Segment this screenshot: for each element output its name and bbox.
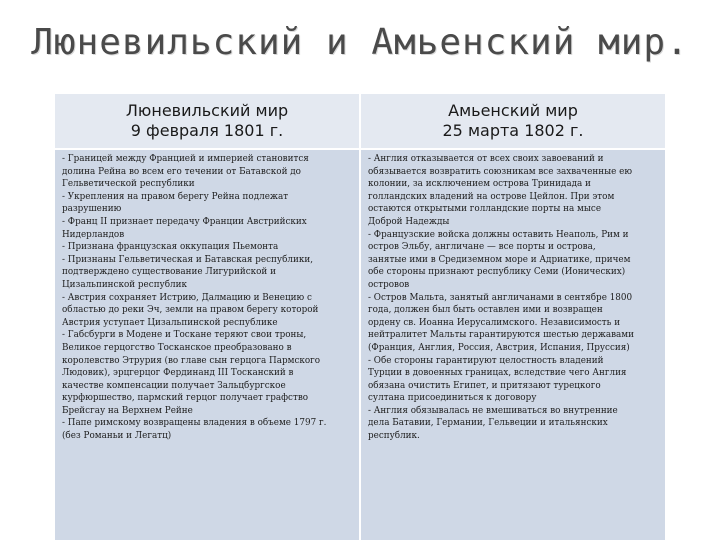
text-line: - Англия обязывалась не вмешиваться во внутренние (368, 405, 618, 416)
text-line: Турции в довоенных границах, вследствие чего Англия (368, 368, 627, 379)
text-line: голландских владений на острове Цейлон. При этом (368, 191, 615, 202)
text-line: королевство Этрурия (во главе сын герцога Пармского (62, 355, 321, 366)
text-line: - Укрепления на правом берегу Рейна подлежат (62, 191, 289, 202)
text-line: обе стороны признают республику Семи (Ионических) (368, 267, 626, 278)
text-line: Гельветической республики (62, 179, 195, 190)
text-line: Людовик), эрцгерцог Фердинанд III Тосканский в (62, 368, 294, 379)
text-line: - Обе стороны гарантируют целостность владений (368, 355, 604, 366)
text-line: - Французские войска должны оставить Неаполь, Рим и (368, 229, 629, 240)
text-line: нейтралитет Мальты гарантируются шестью державами (368, 330, 634, 341)
table-body-row (55, 150, 665, 540)
comparison-table (55, 92, 665, 540)
text-line: Доброй Надежды (368, 216, 450, 227)
text-line: Нидерландов (62, 229, 125, 240)
header-luneville-title: Люневильский мир (125, 101, 289, 120)
text-line: - Границей между Францией и империей становится (62, 154, 309, 164)
cell-luneville-terms (55, 150, 359, 540)
text-line: - Австрия сохраняет Истрию, Далмацию и Венецию с (62, 292, 312, 303)
text-line: - Папе римскому возвращены владения в объеме 1797 г. (62, 418, 327, 429)
text-line: занятые ими в Средиземном море и Адриатике, причем (368, 254, 631, 265)
text-line: обязана очистить Египет, и притязают турецкого (368, 380, 601, 391)
text-line: островов (368, 279, 410, 290)
table-header-row (55, 94, 665, 148)
header-luneville (55, 94, 359, 148)
page-title: Люневильский и Амьенский мир. (31, 22, 689, 63)
text-line: ордену св. Иоанна Иерусалимского. Независимость и (368, 317, 621, 328)
text-line: областью до реки Эч, земли на правом берегу которой (62, 305, 319, 316)
text-line: - Остров Мальта, занятый англичанами в сентябре 1800 (368, 292, 633, 303)
text-line: Цизальпинской республик (62, 279, 187, 290)
text-line: Брейсгау на Верхнем Рейне (62, 405, 193, 416)
text-line: подтверждено существование Лигурийской и (62, 267, 276, 278)
text-line: обязывается возвратить союзникам все захваченные ею (368, 166, 633, 177)
text-line: остров Эльбу, англичане — все порты и острова, (368, 242, 596, 253)
text-line: курфюршество, пармский герцог получает графство (62, 393, 309, 404)
text-line: Австрия уступает Цизальпинской республике (62, 317, 278, 328)
text-line: качестве компенсации получает Зальцбургское (62, 380, 286, 391)
text-line: долина Рейна во всем его течении от Батавской до (62, 166, 301, 177)
cell-amiens-terms (359, 150, 665, 540)
header-luneville-date: 9 февраля 1801 г. (130, 121, 284, 140)
text-line: года, должен был быть оставлен ими и возвращен (368, 305, 603, 316)
header-amiens (359, 94, 665, 148)
text-line: - Габсбурги в Модене и Тоскане теряют свои троны, (62, 330, 307, 341)
text-line: разрушению (62, 204, 122, 215)
header-amiens-title: Амьенский мир (448, 101, 578, 120)
text-line: - Франц II признает передачу Франции Австрийских (62, 216, 307, 227)
text-line: Великое герцогство Тосканское преобразовано в (62, 342, 292, 353)
text-line: (Франция, Англия, Россия, Австрия, Испания, Пруссия) (368, 342, 630, 353)
text-line: колонии, за исключением острова Тринидада и (368, 179, 591, 190)
text-line: остаются открытыми голландские порты на мысе (368, 204, 602, 215)
text-line: - Признаны Гельветическая и Батавская республики, (62, 254, 313, 265)
text-line: (без Романьи и Легатц) (62, 431, 172, 442)
text-line: султана присоединиться к договору (368, 393, 537, 404)
text-line: - Англия отказывается от всех своих завоеваний и (368, 154, 604, 164)
text-line: дела Батавии, Германии, Гельвеции и итальянских (368, 418, 608, 429)
text-line: - Признана французская оккупация Пьемонта (62, 242, 279, 253)
header-amiens-date: 25 марта 1802 г. (442, 121, 584, 140)
text-line: республик. (368, 431, 420, 442)
